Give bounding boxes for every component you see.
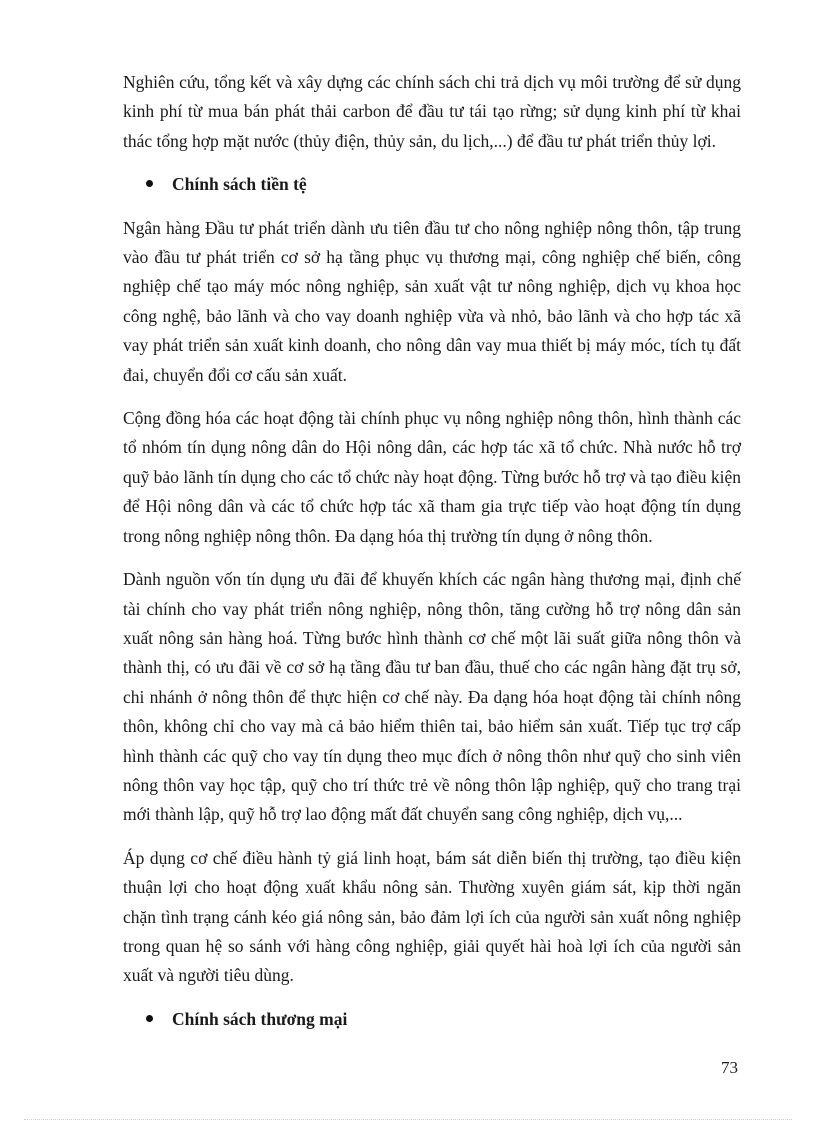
paragraph-preferential-credit: Dành nguồn vốn tín dụng ưu đãi để khuyến khích các ngân hàng thương mại, định chế tài chính cho vay phát triển nông nghiệp, nông thôn, tăng cường hỗ trợ nông dân sản xuất nông sản hàng hoá. Từng bước hình thành cơ chế một lãi suất giữa nông thôn và thành thị, có ưu đãi về cơ sở hạ tầng đầu tư ban đầu, thuế cho các ngân hàng đặt trụ sở, chi nhánh ở nông thôn để thực hiện cơ chế này. Đa dạng hóa hoạt động tài chính nông thôn, không chỉ cho vay mà cả bảo hiểm thiên tai, bảo hiểm sản xuất. Tiếp tục trợ cấp hình thành các quỹ cho vay tín dụng theo mục đích ở nông thôn như quỹ cho sinh viên nông thôn vay học tập, quỹ cho trí thức trẻ về nông thôn lập nghiệp, quỹ cho trang trại mới thành lập, quỹ hỗ trợ lao động mất đất chuyển sang công nghiệp, dịch vụ,... [123, 569, 741, 825]
bullet-icon [146, 180, 153, 187]
page-number: 73 [721, 1058, 738, 1077]
paragraph-exchange-rate: Áp dụng cơ chế điều hành tỷ giá linh hoạt, bám sát diễn biến thị trường, tạo điều kiện thuận lợi cho hoạt động xuất khẩu nông sản. Thường xuyên giám sát, kịp thời ngăn chặn tình trạng cánh kéo giá nông sản, bảo đảm lợi ích của người sản xuất nông nghiệp trong quan hệ so sánh với hàng công nghiệp, giải quyết hài hoà lợi ích của người sản xuất và người tiêu dùng. [123, 847, 741, 986]
heading-text: Chính sách thương mại [172, 1008, 348, 1029]
paragraph-environmental-services: Nghiên cứu, tổng kết và xây dựng các chính sách chi trả dịch vụ môi trường để sử dụng kinh phí từ mua bán phát thải carbon để đầu tư tái tạo rừng; sử dụng kinh phí từ khai thác tổng hợp mặt nước (thủy điện, thủy sản, du lịch,...) để đầu tư phát triển thủy lợi. [123, 72, 741, 151]
paragraph-community-finance: Cộng đồng hóa các hoạt động tài chính phục vụ nông nghiệp nông thôn, hình thành các tổ nhóm tín dụng nông dân do Hội nông dân, các hợp tác xã tổ chức. Nhà nước hỗ trợ quỹ bảo lãnh tín dụng cho các tổ chức này hoạt động. Từng bước hỗ trợ và tạo điều kiện để Hội nông dân và các tổ chức hợp tác xã tham gia trực tiếp vào hoạt động tín dụng trong nông nghiệp nông thôn. Đa dạng hóa thị trường tín dụng ở nông thôn. [123, 408, 741, 546]
section-heading-monetary-policy [123, 170, 741, 199]
section-heading-trade-policy [123, 1005, 741, 1034]
page-bottom-divider [24, 1119, 792, 1120]
paragraph-development-bank: Ngân hàng Đầu tư phát triển dành ưu tiên đầu tư cho nông nghiệp nông thôn, tập trung vào đầu tư phát triển cơ sở hạ tầng phục vụ thương mại, công nghiệp chế biến, công nghiệp chế tạo máy móc nông nghiệp, sản xuất vật tư nông nghiệp, dịch vụ khoa học công nghệ, bảo lãnh và cho vay doanh nghiệp vừa và nhỏ, bảo lãnh và cho hợp tác xã vay phát triển sản xuất kinh doanh, cho nông dân vay mua thiết bị máy móc, tích tụ đất đai, chuyển đổi cơ cấu sản xuất. [123, 217, 741, 385]
bullet-icon [146, 1015, 153, 1022]
heading-text: Chính sách tiền tệ [172, 174, 307, 195]
document-page [123, 68, 741, 1048]
